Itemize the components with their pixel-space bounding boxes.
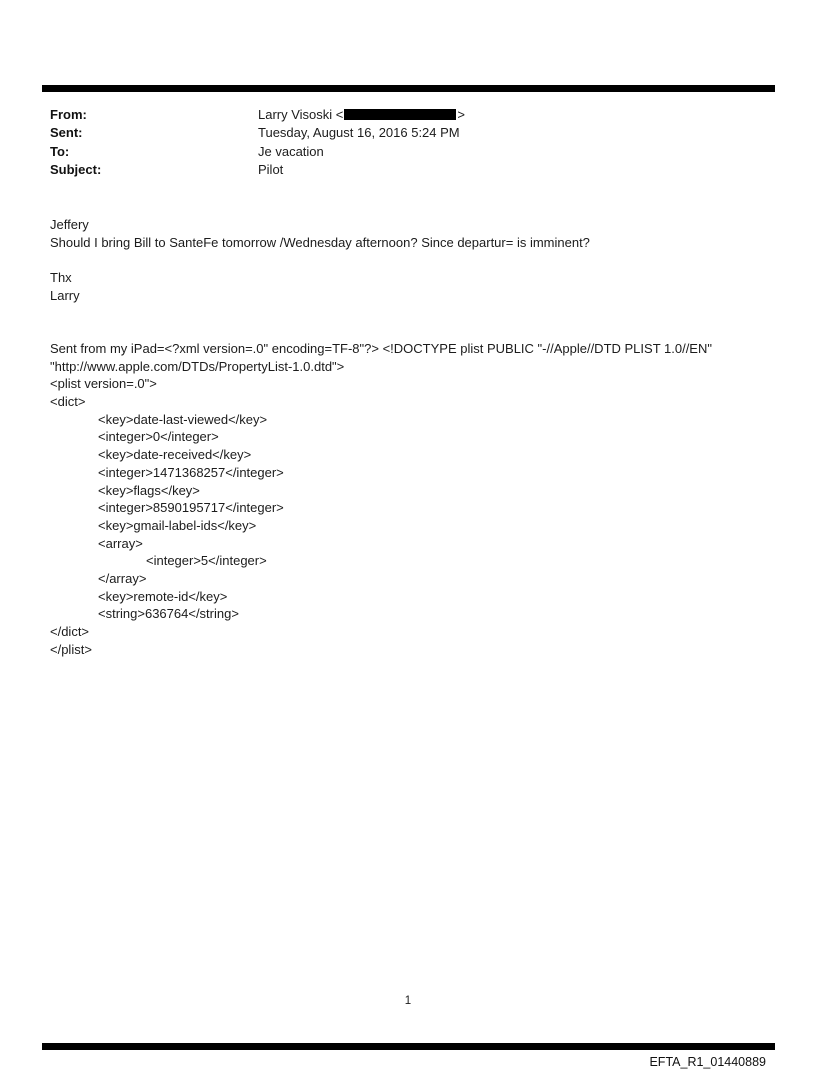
page-number: 1 bbox=[404, 995, 412, 1007]
bottom-divider-rule bbox=[42, 1043, 775, 1050]
body-line: <key>gmail-label-ids</key> bbox=[98, 517, 257, 533]
header-field-label: From: bbox=[50, 107, 87, 122]
body-line: <key>flags</key> bbox=[98, 482, 200, 498]
body-line: Jeffery bbox=[50, 217, 89, 232]
body-line: <integer>1471368257</integer> bbox=[98, 464, 284, 480]
email-header bbox=[50, 106, 750, 180]
body-line: <integer>5</integer> bbox=[146, 553, 267, 569]
body-line bbox=[50, 322, 722, 340]
header-field-label: To: bbox=[50, 143, 70, 159]
body-line: Should I bring Bill to SanteFe tomorrow /Wednesday afternoon? Since departur= is imminent? bbox=[50, 234, 590, 250]
body-line: <dict> bbox=[50, 393, 86, 409]
body-line: Thx bbox=[50, 270, 72, 286]
header-field-value: Tuesday, August 16, 2016 5:24 PM bbox=[258, 125, 460, 141]
email-body bbox=[50, 216, 722, 659]
body-line: <key>remote-id</key> bbox=[98, 588, 228, 604]
body-line: <integer>0</integer> bbox=[98, 429, 219, 445]
header-field-label: Sent: bbox=[50, 125, 83, 141]
bates-number: EFTA_R1_01440889 bbox=[649, 1055, 766, 1069]
header-field-value: Pilot bbox=[258, 162, 284, 178]
email-header-row bbox=[50, 124, 750, 142]
body-line: Sent from my iPad=<?xml version=.0" encoding=TF-8"?> <!DOCTYPE plist PUBLIC "-//Apple//DTD PLIST 1.0//EN" "http://www.apple.com/DTDs/PropertyList-1.0.dtd"> bbox=[50, 340, 716, 374]
body-line: </dict> bbox=[50, 624, 90, 640]
body-line: <integer>8590195717</integer> bbox=[98, 500, 284, 516]
header-field-label: Subject: bbox=[50, 162, 102, 178]
email-header-row bbox=[50, 161, 750, 179]
body-line: </plist> bbox=[50, 641, 92, 657]
email-header-row bbox=[50, 143, 750, 161]
email-header-row bbox=[50, 106, 750, 124]
header-field-value: Larry Visoski < > bbox=[258, 107, 465, 122]
redaction-bar bbox=[344, 109, 456, 120]
body-line: </array> bbox=[98, 571, 147, 587]
top-divider-rule bbox=[42, 85, 775, 92]
body-line: <key>date-last-viewed</key> bbox=[98, 411, 268, 427]
body-line: Larry bbox=[50, 287, 80, 303]
header-field-value: Je vacation bbox=[258, 143, 324, 159]
body-line: <key>date-received</key> bbox=[98, 447, 252, 463]
body-line: <string>636764</string> bbox=[98, 606, 239, 622]
body-line: <plist version=.0"> bbox=[50, 376, 157, 392]
body-line bbox=[50, 251, 722, 269]
body-line: <array> bbox=[98, 535, 143, 551]
body-line bbox=[50, 305, 722, 323]
